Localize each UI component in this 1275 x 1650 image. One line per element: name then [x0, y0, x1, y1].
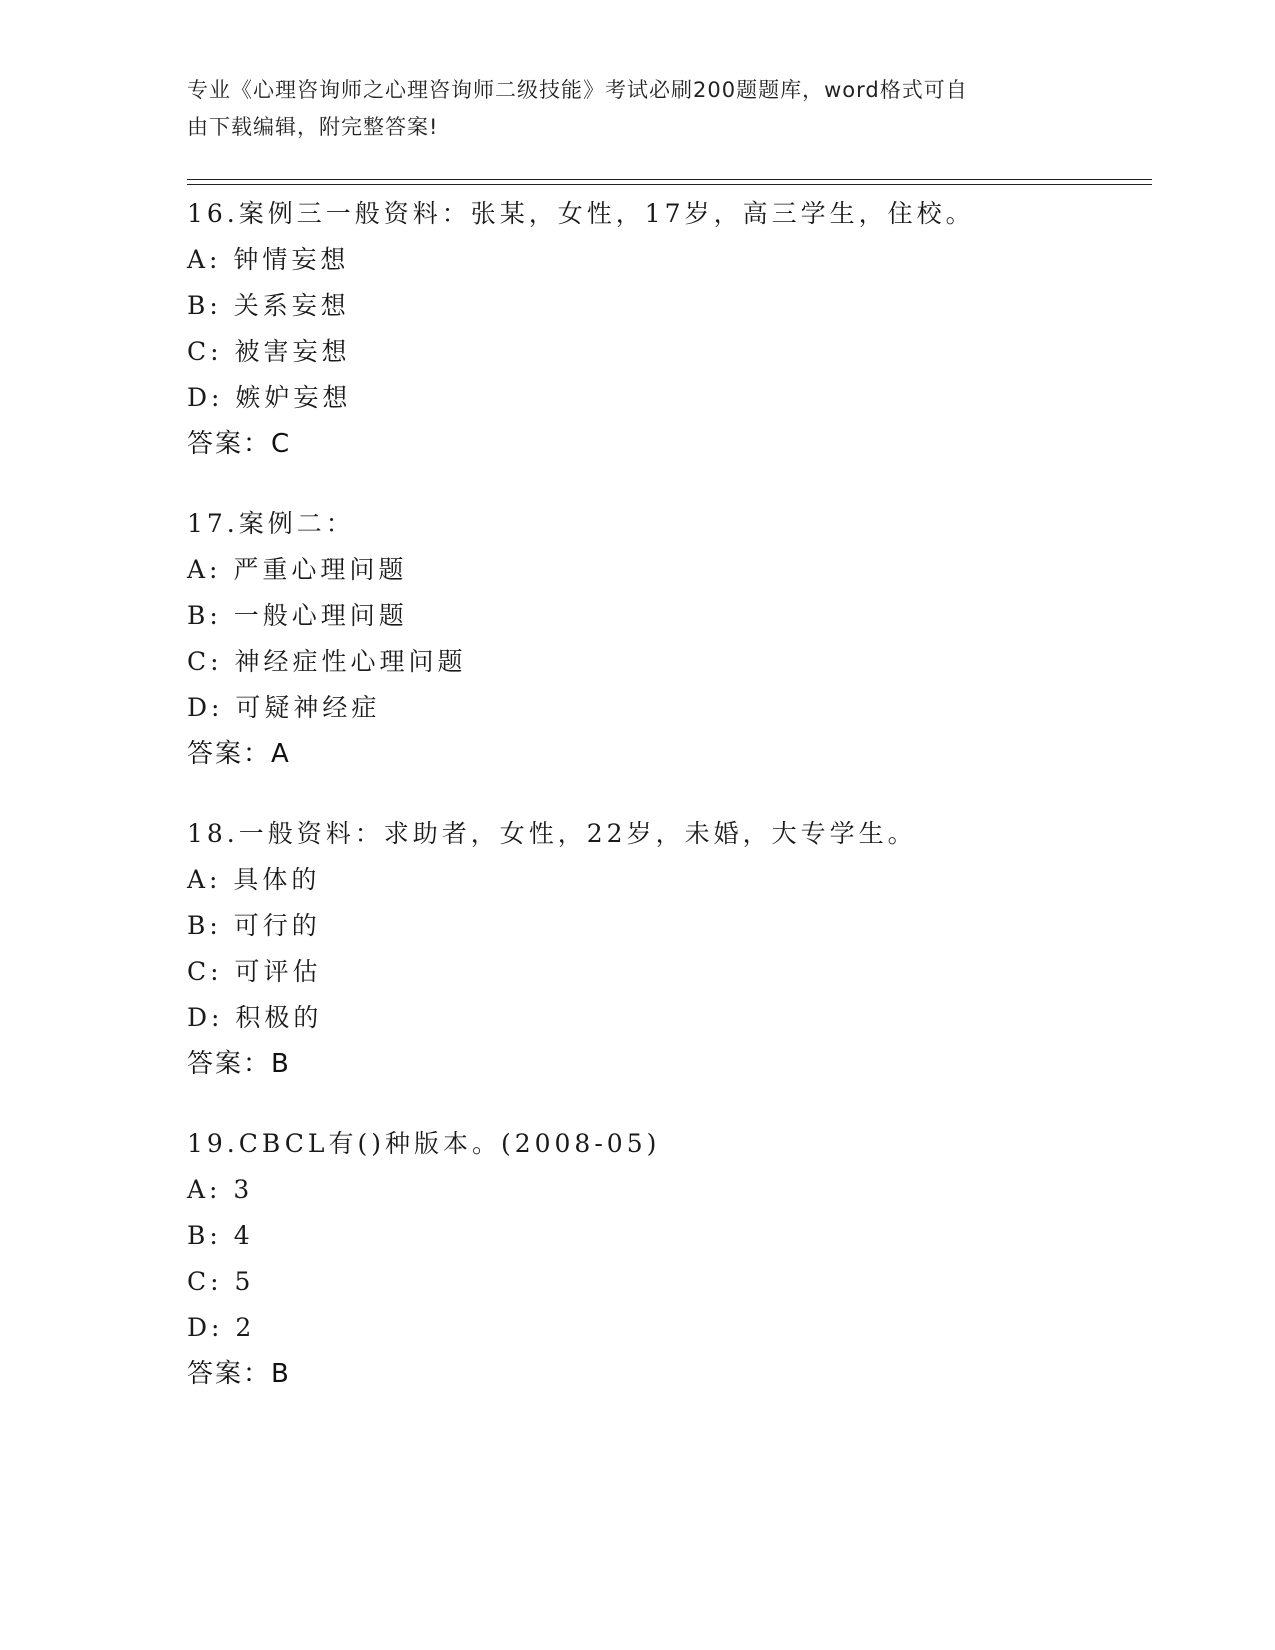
- question-17: [187, 501, 1147, 777]
- question-19: [187, 1121, 1147, 1397]
- answer-line: 答案：A: [187, 739, 291, 769]
- option-b: B: 一般心理问题: [187, 601, 408, 630]
- answer-line: 答案：B: [187, 1049, 291, 1079]
- option-d: D: 可疑神经症: [187, 693, 381, 722]
- header-line-1: 专业《心理咨询师之心理咨询师二级技能》考试必刷200题题库，word格式可自: [187, 78, 968, 102]
- question-stem: 16.案例三一般资料：张某，女性，17岁，高三学生，住校。: [187, 199, 975, 228]
- option-d: D: 2: [187, 1313, 256, 1342]
- option-b: B: 可行的: [187, 911, 321, 940]
- answer-line: 答案：C: [187, 429, 292, 459]
- option-b: B: 4: [187, 1221, 254, 1250]
- option-d: D: 嫉妒妄想: [187, 383, 352, 412]
- option-a: A: 钟情妄想: [187, 245, 350, 274]
- document-header: [187, 72, 1067, 146]
- header-divider-bottom: [187, 184, 1152, 185]
- question-stem: 19.CBCL有()种版本。(2008-05): [187, 1129, 661, 1158]
- option-c: C: 5: [187, 1267, 255, 1296]
- option-a: A: 严重心理问题: [187, 555, 408, 584]
- option-a: A: 具体的: [187, 865, 321, 894]
- option-c: C: 被害妄想: [187, 337, 351, 366]
- header-line-2: 由下载编辑，附完整答案!: [187, 115, 439, 139]
- option-c: C: 神经症性心理问题: [187, 647, 467, 676]
- question-18: [187, 811, 1147, 1087]
- option-b: B: 关系妄想: [187, 291, 350, 320]
- question-16: [187, 191, 1147, 467]
- question-list: [187, 191, 1147, 1431]
- question-stem: 17.案例二：: [187, 509, 355, 538]
- option-c: C: 可评估: [187, 957, 322, 986]
- header-divider-top: [187, 179, 1152, 180]
- option-a: A: 3: [187, 1175, 254, 1204]
- option-d: D: 积极的: [187, 1003, 323, 1032]
- answer-line: 答案：B: [187, 1359, 291, 1389]
- question-stem: 18.一般资料：求助者，女性，22岁，未婚，大专学生。: [187, 819, 917, 848]
